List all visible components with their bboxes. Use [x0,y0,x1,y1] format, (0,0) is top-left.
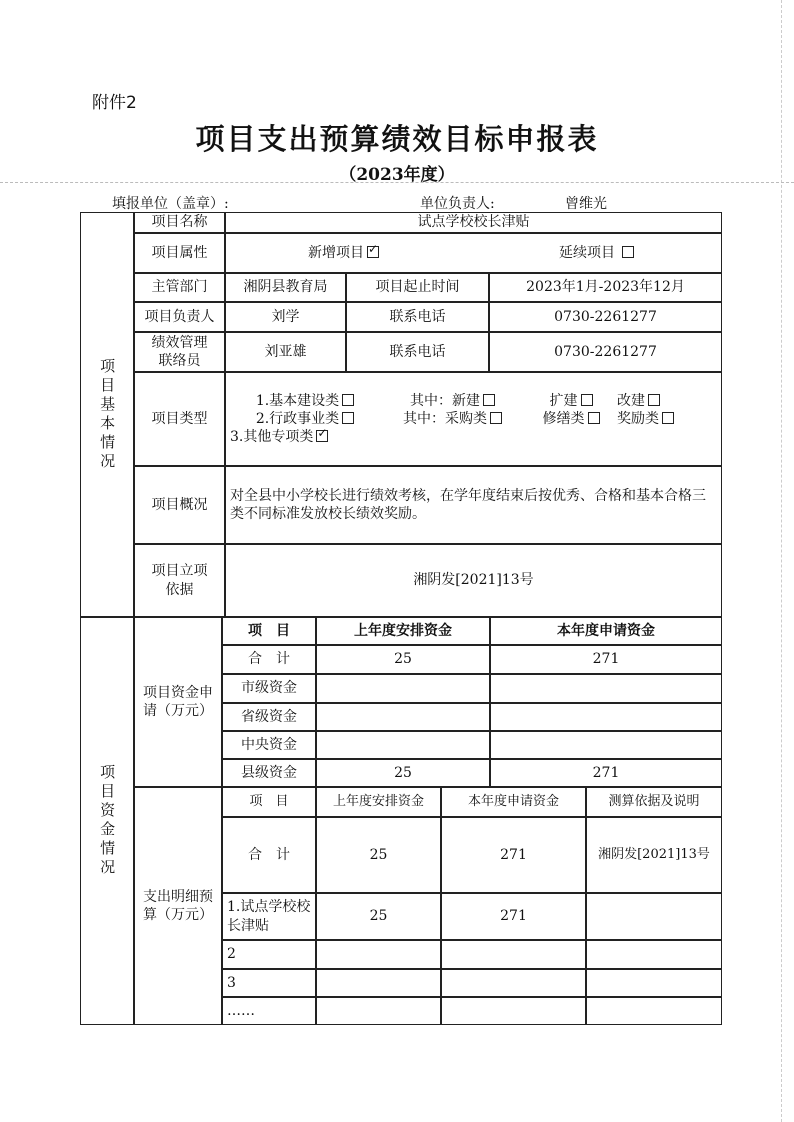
attr-new-text: 新增项目 [308,244,364,261]
detail-row-item: 1.试点学校校长津贴 [222,893,316,940]
dept-label: 主管部门 [134,273,225,302]
apply-row-item: 中央资金 [222,731,316,759]
detail-row-note: 湘阴发[2021]13号 [586,817,722,893]
detail-row-item: 2 [222,940,316,969]
type-value [225,372,722,466]
apply-row-this [490,731,722,759]
apply-header-this: 本年度申请资金 [490,617,722,645]
apply-row-item: 市级资金 [222,674,316,703]
phone-value-2: 0730-2261277 [489,332,722,372]
apply-row-item: 合 计 [222,645,316,674]
apply-row-last [316,703,490,731]
detail-row-this [441,997,586,1025]
detail-label: 支出明细预算（万元） [134,787,222,1025]
apply-row-last [316,731,490,759]
unit-head-label: 单位负责人: [420,196,495,212]
period-value: 2023年1月-2023年12月 [489,273,722,302]
type-repair: 修缮类 [542,410,585,427]
apply-row-item: 省级资金 [222,703,316,731]
phone-label-2: 联系电话 [346,332,489,372]
basis-value: 湘阴发[2021]13号 [225,544,722,617]
section-funding-text: 项目资金情况 [98,764,117,878]
apply-row-item: 县级资金 [222,759,316,787]
phone-value: 0730-2261277 [489,302,722,332]
apply-header-item: 项 目 [222,617,316,645]
checkbox-checked-icon [316,430,328,442]
attribute-label: 项目属性 [134,233,225,273]
apply-row-this: 271 [490,759,722,787]
section-basic-text: 项目基本情况 [98,357,117,472]
section-label-basic [80,212,134,617]
project-name-label: 项目名称 [134,212,225,233]
detail-row-this: 271 [441,893,586,940]
apply-row-this [490,674,722,703]
detail-row-note [586,893,722,940]
type-row-3 [230,428,328,446]
type-label: 项目类型 [134,372,225,466]
phone-label: 联系电话 [346,302,489,332]
detail-row-item: 3 [222,969,316,997]
detail-row-item: …… [222,997,316,1025]
attachment-label: 附件2 [92,93,137,113]
type-rebuild: 改建 [617,392,645,409]
checkbox-checked-icon [367,246,379,258]
project-name-value: 试点学校校长津贴 [225,212,722,233]
detail-row-last [316,940,441,969]
type-new-build: 其中：新建 [410,392,480,409]
apply-row-last: 25 [316,759,490,787]
apply-row-this [490,703,722,731]
type-expand: 扩建 [549,392,578,409]
dashed-separator [0,182,794,183]
apply-header-last: 上年度安排资金 [316,617,490,645]
contact-value: 刘亚雄 [225,332,346,372]
detail-header-note: 测算依据及说明 [586,787,722,817]
type-row-2 [230,410,674,428]
type-purchase: 其中：采购类 [403,410,487,427]
checkbox-empty-icon [342,394,354,406]
detail-row-note [586,997,722,1025]
detail-row-this [441,940,586,969]
overview-value: 对全县中小学校长进行绩效考核，在学年度结束后按优秀、合格和基本合格三类不同标准发放校长绩效奖励。 [225,466,722,544]
detail-row-last [316,997,441,1025]
detail-header-last: 上年度安排资金 [316,787,441,817]
type-row-1 [230,392,660,410]
detail-row-last: 25 [316,893,441,940]
section-label-funding [80,617,134,1025]
detail-header-item: 项 目 [222,787,316,817]
checkbox-empty-icon [588,412,600,424]
period-label: 项目起止时间 [346,273,489,302]
owner-label: 项目负责人 [134,302,225,332]
owner-value: 刘学 [225,302,346,332]
type-admin: 2.行政事业类 [255,410,340,427]
attribute-value [225,233,722,273]
apply-row-last: 25 [316,645,490,674]
apply-row-this: 271 [490,645,722,674]
checkbox-empty-icon [581,394,593,406]
contact-label: 绩效管理联络员 [134,332,225,372]
apply-row-last [316,674,490,703]
checkbox-empty-icon [483,394,495,406]
detail-row-this [441,969,586,997]
detail-row-last [316,969,441,997]
apply-label: 项目资金申请（万元） [134,617,222,787]
checkbox-empty-icon [490,412,502,424]
checkbox-empty-icon [648,394,660,406]
detail-row-note [586,969,722,997]
detail-header-this: 本年度申请资金 [441,787,586,817]
detail-row-note [586,940,722,969]
basis-label: 项目立项依据 [134,544,225,617]
attr-continue-text: 延续项目 [559,244,615,261]
fill-unit-label: 填报单位（盖章）: [112,196,229,212]
type-reward: 奖励类 [617,410,659,427]
detail-row-last: 25 [316,817,441,893]
overview-label: 项目概况 [134,466,225,544]
detail-row-this: 271 [441,817,586,893]
unit-head-name: 曾维光 [565,196,607,212]
form-year: （2023年度） [339,165,455,185]
detail-row-item: 合 计 [222,817,316,893]
form-title: 项目支出预算绩效目标申报表 [195,122,599,156]
checkbox-empty-icon [342,412,354,424]
checkbox-empty-icon [622,246,634,258]
checkbox-empty-icon [662,412,674,424]
type-basic-construction: 1.基本建设类 [255,392,340,409]
type-other: 3.其他专项类 [230,429,314,446]
dept-value: 湘阴县教育局 [225,273,346,302]
